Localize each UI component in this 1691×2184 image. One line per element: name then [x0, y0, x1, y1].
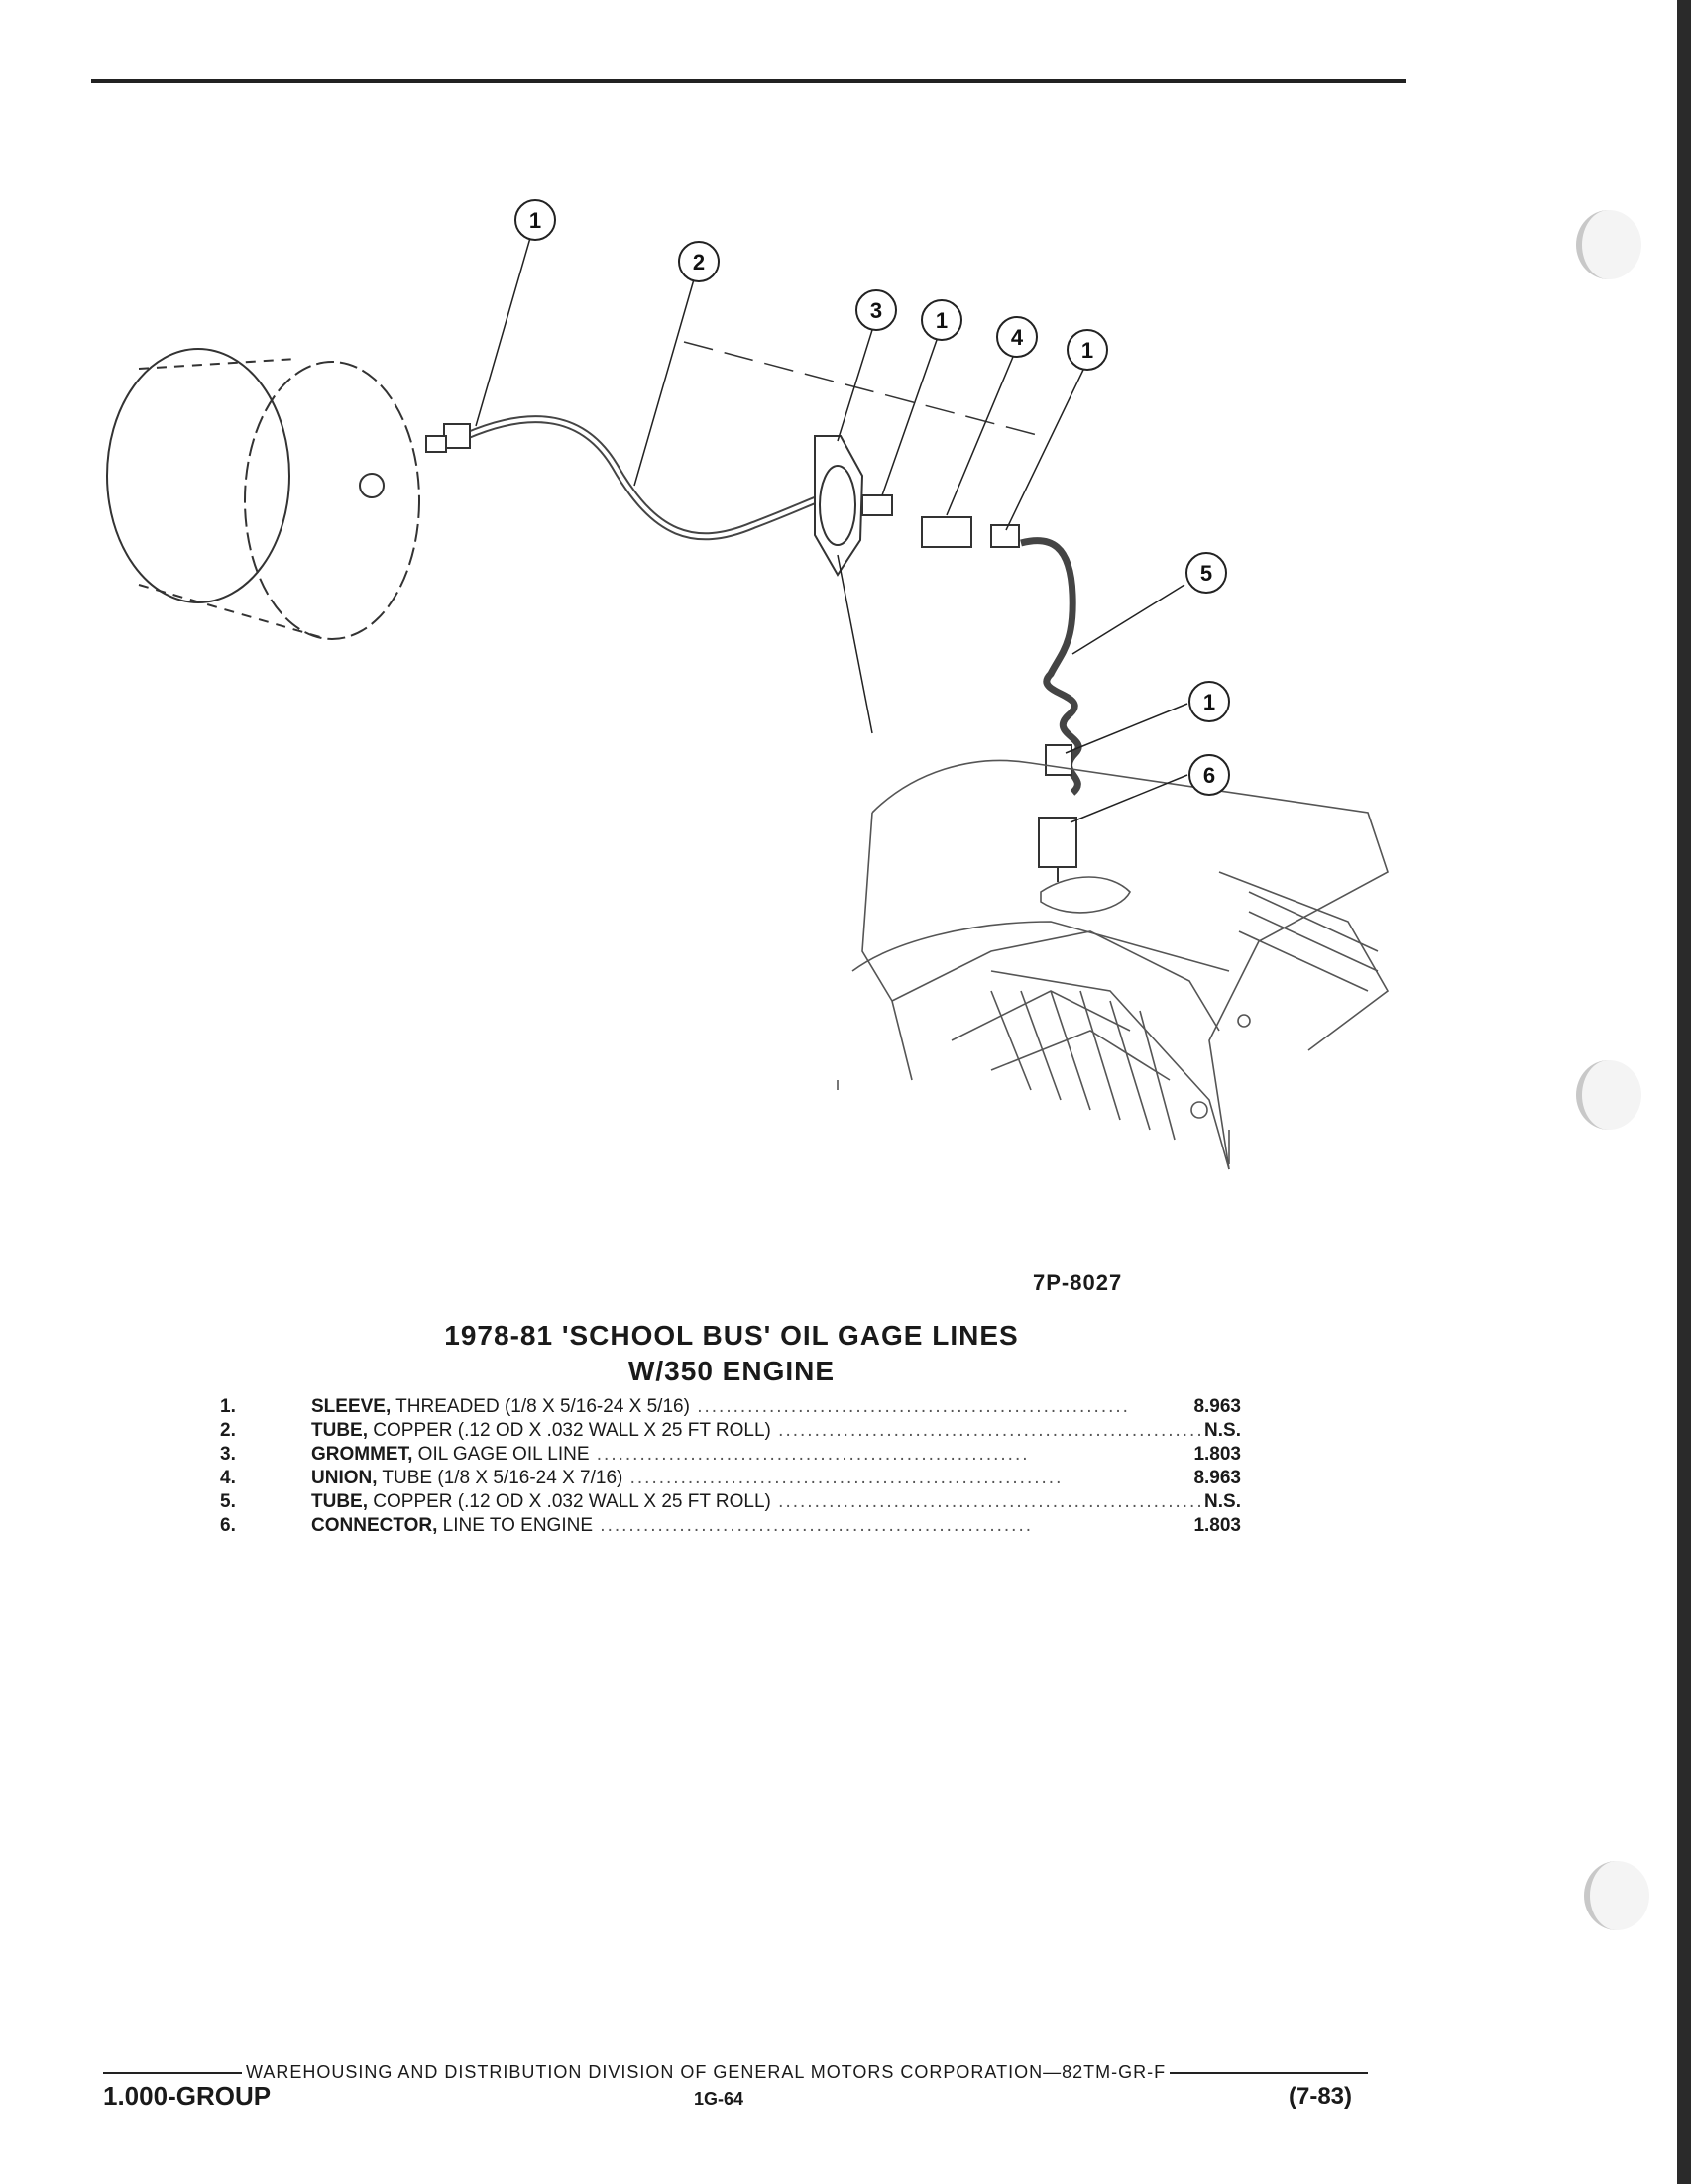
- footer-page-number: 1G-64: [694, 2089, 744, 2109]
- callout-label: 4: [1010, 325, 1024, 350]
- part-detail: TUBE (1/8 X 5/16-24 X 7/16): [377, 1468, 623, 1488]
- part-name: TUBE,: [311, 1420, 368, 1441]
- threaded-sleeve: [444, 424, 470, 448]
- callout-label: 6: [1202, 763, 1216, 788]
- part-row: [220, 1443, 1241, 1467]
- part-description: SLEEVE, THREADED (1/8 X 5/16-24 X 5/16) ............................................................: [311, 1396, 1130, 1417]
- figure-number: 7P-8027: [1033, 1270, 1123, 1295]
- title-line-2: W/350 ENGINE: [627, 1356, 836, 1386]
- part-code: 8.963: [1193, 1396, 1241, 1417]
- footer-division-text: WAREHOUSING AND DISTRIBUTION DIVISION OF GENERAL MOTORS CORPORATION—82TM-GR-F: [246, 2062, 1167, 2082]
- part-row: [220, 1395, 1241, 1419]
- callout-label: 5: [1199, 561, 1213, 586]
- part-row: [220, 1490, 1241, 1514]
- part-description: TUBE, COPPER (.12 OD X .032 WALL X 25 FT ROLL) ............................................................: [311, 1420, 1211, 1441]
- binder-hole: [1584, 1861, 1649, 1930]
- gauge-housing: [107, 349, 289, 602]
- part-description: CONNECTOR, LINE TO ENGINE ............................................................: [311, 1515, 1034, 1536]
- part-code: 1.803: [1193, 1444, 1241, 1465]
- part-number: 4.: [220, 1468, 236, 1488]
- part-code: N.S.: [1204, 1491, 1241, 1512]
- line-connector: [1039, 818, 1076, 867]
- part-number: 6.: [220, 1515, 236, 1536]
- part-number: 3.: [220, 1444, 236, 1465]
- part-description: TUBE, COPPER (.12 OD X .032 WALL X 25 FT ROLL) ............................................................: [311, 1491, 1211, 1512]
- part-detail: LINE TO ENGINE: [437, 1515, 594, 1536]
- part-code: 1.803: [1193, 1515, 1241, 1536]
- gauge-housing: [245, 362, 419, 639]
- part-detail: COPPER (.12 OD X .032 WALL X 25 FT ROLL): [368, 1420, 771, 1441]
- footer-division-line: [103, 2062, 1368, 2083]
- part-row: [220, 1467, 1241, 1490]
- part-number: 1.: [220, 1396, 236, 1417]
- page-title: [0, 1318, 1463, 1389]
- callout-label: 1: [1202, 690, 1216, 714]
- part-detail: THREADED (1/8 X 5/16-24 X 5/16): [391, 1396, 690, 1417]
- footer-group: 1.000-GROUP: [103, 2081, 272, 2111]
- parts-list: [220, 1395, 1241, 1538]
- callout-label: 1: [935, 308, 949, 333]
- title-line-1: 1978-81 'SCHOOL BUS' OIL GAGE LINES: [444, 1320, 1019, 1351]
- part-name: GROMMET,: [311, 1444, 413, 1465]
- engine-block: [838, 760, 1388, 1169]
- part-row: [220, 1514, 1241, 1538]
- part-code: 8.963: [1193, 1468, 1241, 1488]
- part-code: N.S.: [1204, 1420, 1241, 1441]
- part-description: UNION, TUBE (1/8 X 5/16-24 X 7/16) ............................................................: [311, 1468, 1064, 1488]
- part-name: TUBE,: [311, 1491, 368, 1512]
- part-row: [220, 1419, 1241, 1443]
- part-name: SLEEVE,: [311, 1396, 392, 1417]
- footer-date: (7-83): [1289, 2083, 1353, 2110]
- part-detail: OIL GAGE OIL LINE: [412, 1444, 590, 1465]
- callout-label: 3: [869, 298, 883, 323]
- part-detail: COPPER (.12 OD X .032 WALL X 25 FT ROLL): [368, 1491, 771, 1512]
- tube-union: [922, 517, 971, 547]
- callout-label: 1: [528, 208, 542, 233]
- part-number: 5.: [220, 1491, 236, 1512]
- part-number: 2.: [220, 1420, 236, 1441]
- part-description: GROMMET, OIL GAGE OIL LINE ............................................................: [311, 1444, 1030, 1465]
- callout-label: 2: [692, 250, 706, 274]
- part-name: UNION,: [311, 1468, 378, 1488]
- part-name: CONNECTOR,: [311, 1515, 438, 1536]
- callout-label: 1: [1080, 338, 1094, 363]
